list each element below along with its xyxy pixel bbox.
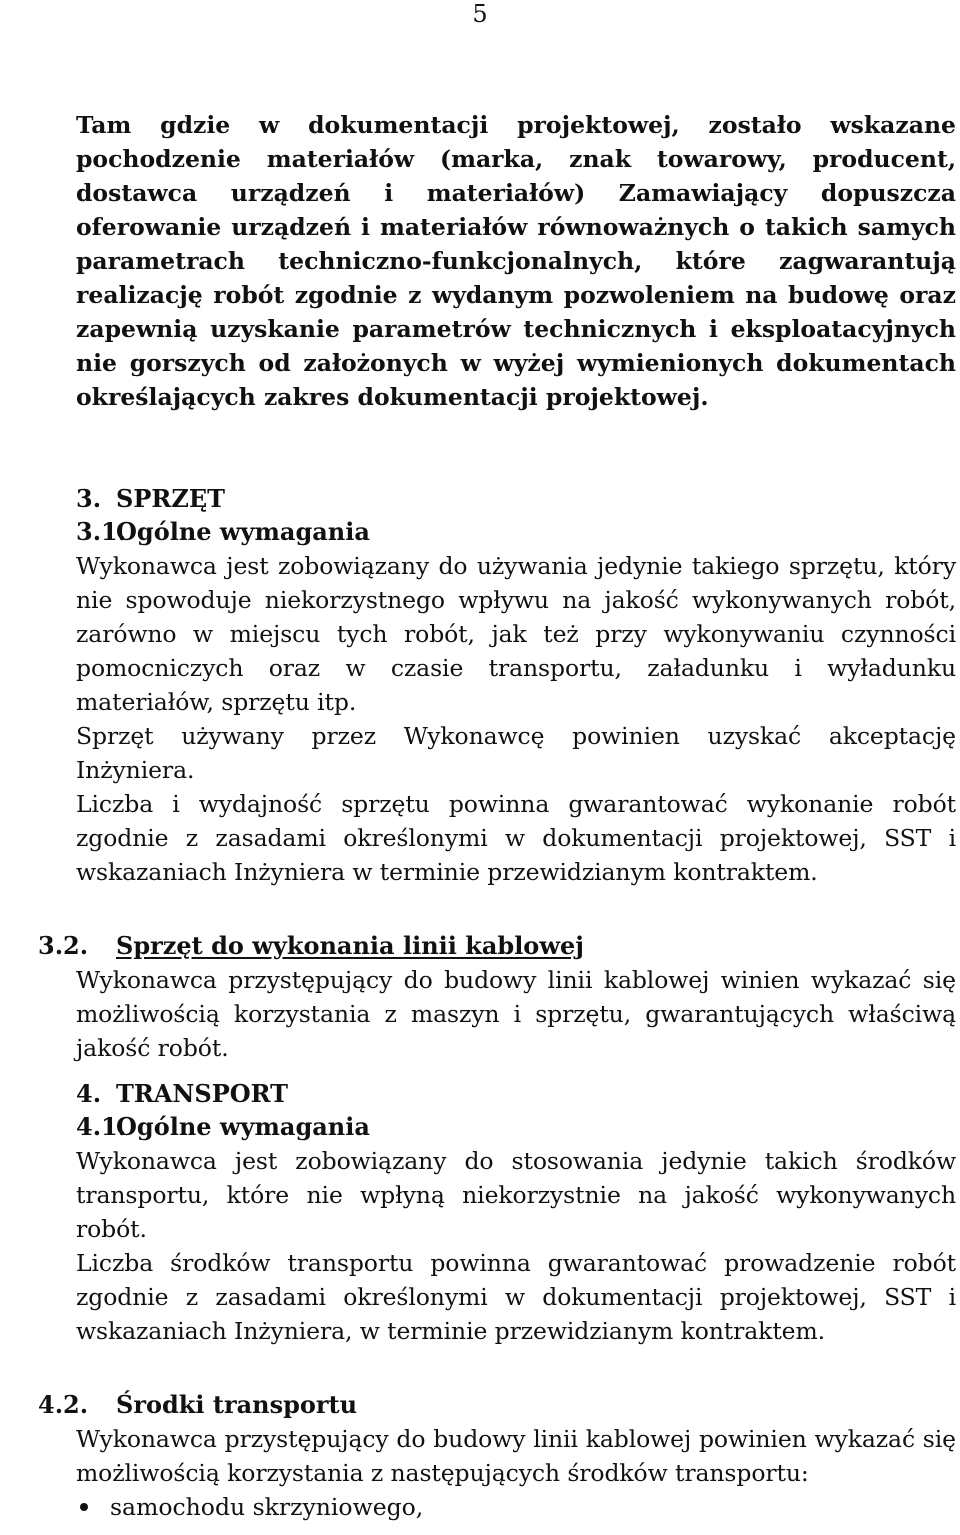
subsection-number: 3.1. [76, 517, 127, 546]
paragraph: Wykonawca jest zobowiązany do używania jedynie takiego sprzętu, który nie spowoduje niekorzystnego wpływu na jakość wykonywanych robót, zarówno w miejscu tych robót, jak też przy wykonywaniu czynności pomocniczych oraz w czasie transportu, załadunku i wyładunku materiałów, sprzętu itp. [76, 552, 956, 716]
subsection-4-2-heading [38, 1388, 956, 1422]
subsection-title: Ogólne wymagania [116, 1112, 370, 1141]
section-title: TRANSPORT [116, 1079, 289, 1108]
list-item [76, 1490, 956, 1524]
subsection-number: 4.1. [76, 1112, 127, 1141]
paragraph: Wykonawca przystępujący do budowy linii kablowej winien wykazać się możliwością korzystania z maszyn i sprzętu, gwarantujących właściwą jakość robót. [76, 966, 956, 1062]
intro-paragraph: Tam gdzie w dokumentacji projektowej, zostało wskazane pochodzenie materiałów (marka, znak towarowy, producent, dostawca urządzeń i materiałów) Zamawiający dopuszcza oferowanie urządzeń i materiałów równoważnych o takich samych parametrach techniczno-funkcjonalnych, które zagwarantują realizację robót zgodnie z wydanym pozwoleniem na budowę oraz zapewnią uzyskanie parametrów technicznych i eksploatacyjnych nie gorszych od założonych w wyżej wymienionych dokumentach określających zakres dokumentacji projektowej. [76, 111, 956, 411]
paragraph: Liczba środków transportu powinna gwarantować prowadzenie robót zgodnie z zasadami określonymi w dokumentacji projektowej, SST i wskazaniach Inżyniera, w terminie przewidzianym kontraktem. [76, 1249, 956, 1345]
section-4-heading [76, 1077, 956, 1110]
list-item-text: samochodu skrzyniowego, [110, 1493, 424, 1521]
paragraph: Wykonawca jest zobowiązany do stosowania jedynie takich środków transportu, które nie wpłyną niekorzystnie na jakość wykonywanych robót. [76, 1147, 956, 1243]
paragraph: Wykonawca przystępujący do budowy linii kablowej powinien wykazać się możliwością korzystania z następujących środków transportu: [76, 1425, 956, 1487]
subsection-title: Środki transportu [116, 1390, 358, 1419]
section-number: 3. [76, 484, 102, 513]
page-number: 5 [472, 0, 488, 28]
bullet-icon [80, 1503, 88, 1511]
subsection-number: 3.2. [38, 931, 89, 960]
subsection-3-2-heading [38, 929, 956, 963]
document-body [38, 108, 956, 1524]
section-number: 4. [76, 1079, 102, 1108]
section-3-heading [76, 482, 956, 515]
subsection-title: Ogólne wymagania [116, 517, 370, 546]
subsection-4-1-heading [76, 1110, 956, 1144]
subsection-number: 4.2. [38, 1390, 89, 1419]
bullet-list [76, 1490, 956, 1524]
paragraph: Sprzęt używany przez Wykonawcę powinien uzyskać akceptację Inżyniera. [76, 722, 956, 784]
subsection-3-1-heading [76, 515, 956, 549]
paragraph: Liczba i wydajność sprzętu powinna gwarantować wykonanie robót zgodnie z zasadami określonymi w dokumentacji projektowej, SST i wskazaniach Inżyniera w terminie przewidzianym kontraktem. [76, 790, 956, 886]
section-title: SPRZĘT [116, 484, 225, 513]
subsection-title: Sprzęt do wykonania linii kablowej [116, 931, 584, 960]
